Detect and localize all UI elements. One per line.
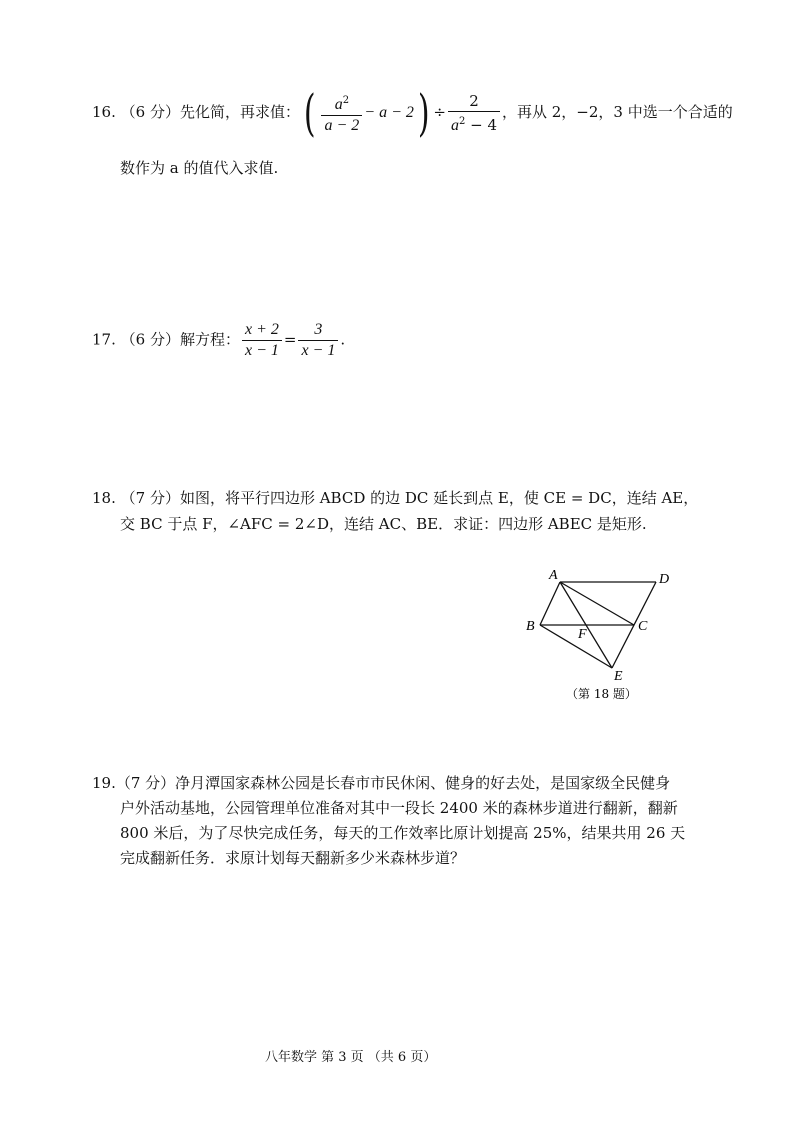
q16-line1 <box>92 84 733 142</box>
label-A: A <box>549 568 558 583</box>
segment-AE <box>560 582 612 668</box>
q17-line <box>92 320 345 361</box>
q18-line2: 交 BC 于点 F，∠AFC = 2∠D，连结 AC、BE．求证：四边形 ABEC 是矩形. <box>120 515 647 533</box>
q19-score: （7 分） <box>115 774 176 792</box>
label-B: B <box>526 619 535 634</box>
label-E: E <box>614 669 623 684</box>
figure-caption: （第 18 题） <box>566 687 637 701</box>
q16-score: （6 分） <box>120 103 180 121</box>
q18-score: （7 分） <box>120 489 180 507</box>
q19-line1 <box>92 773 670 793</box>
segment-DE <box>612 582 656 668</box>
right-paren: ) <box>417 84 430 142</box>
segment-AC <box>560 582 634 625</box>
label-D: D <box>659 572 670 587</box>
q16-fraction-2: $\frac{2}{a^2 - 4}$ <box>448 91 500 136</box>
q19-line4: 完成翻新任务．求原计划每天翻新多少米森林步道？ <box>120 849 466 867</box>
q19-line3: 800 米后，为了尽快完成任务，每天的工作效率比原计划提高 25%，结果共用 26 天 <box>120 824 686 842</box>
q17-lhs: $\frac{x + 2}{x - 1}$ <box>242 320 282 361</box>
q17-prefix: 解方程： <box>179 330 240 349</box>
q17-number: 17. <box>92 330 116 349</box>
q17-rhs: $\frac{3}{x - 1}$ <box>298 320 338 361</box>
q19-line2: 户外活动基地，公园管理单位准备对其中一段长 2400 米的森林步道进行翻新，翻新 <box>120 799 678 817</box>
q17-score: （6 分） <box>120 330 180 349</box>
q16-prefix: 先化简，再求值： <box>179 103 300 121</box>
q18-number: 18. <box>92 489 116 507</box>
segment-BE <box>540 625 612 668</box>
q17-equals: = <box>283 330 297 349</box>
q16-minus-term: − a − 2 <box>364 104 414 121</box>
q18-text-1: 如图，将平行四边形 ABCD 的边 DC 延长到点 E，使 CE = DC，连结 AE， <box>179 489 699 507</box>
label-F: F <box>578 627 587 642</box>
left-paren: ( <box>303 84 316 142</box>
q16-divide: ÷ <box>433 103 446 121</box>
label-C: C <box>638 619 648 634</box>
q17-period: . <box>340 330 346 349</box>
q19-text-1: 净月潭国家森林公园是长春市市民休闲、健身的好去处，是国家级全民健身 <box>175 774 671 792</box>
q16-number: 16. <box>92 103 116 121</box>
q16-suffix: ，再从 2，−2，3 中选一个合适的 <box>502 103 733 121</box>
q16-line2: 数作为 a 的值代入求值. <box>120 159 279 177</box>
segment-AB <box>540 582 560 625</box>
q16-fraction-1: $\frac{a^2}{a - 2}$ <box>321 91 362 136</box>
q18-line1 <box>92 488 698 508</box>
page-footer: 八年数学 第 3 页 （共 6 页） <box>265 1050 437 1065</box>
q19-number: 19. <box>92 774 116 792</box>
